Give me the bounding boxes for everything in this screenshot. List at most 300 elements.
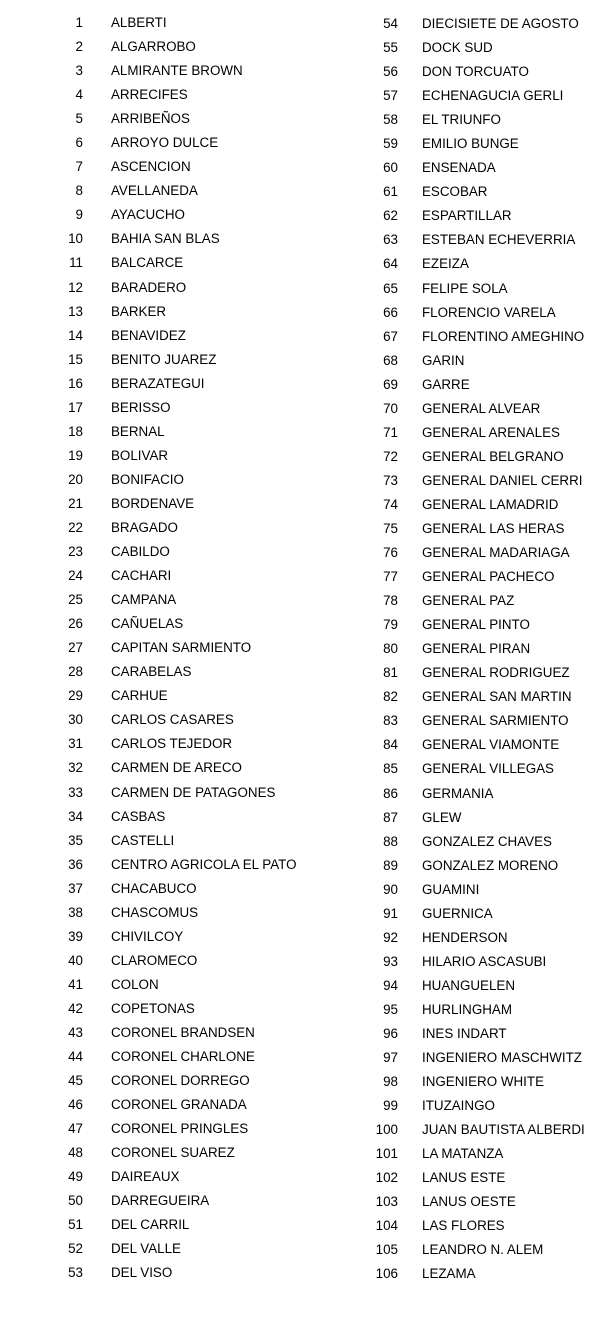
item-name: CARLOS TEJEDOR bbox=[111, 736, 233, 752]
item-number: 102 bbox=[375, 1170, 398, 1186]
list-item bbox=[0, 808, 300, 832]
item-number: 79 bbox=[383, 617, 398, 633]
item-number: 37 bbox=[68, 880, 83, 896]
list-item bbox=[0, 880, 300, 904]
item-number: 6 bbox=[75, 135, 83, 151]
list-item bbox=[0, 1072, 300, 1096]
item-number: 72 bbox=[383, 448, 398, 464]
right-column bbox=[300, 15, 603, 1289]
list-item bbox=[0, 543, 300, 567]
item-name: BARKER bbox=[111, 303, 167, 319]
item-name: BOLIVAR bbox=[111, 447, 169, 463]
list-item bbox=[300, 929, 603, 953]
item-number: 75 bbox=[383, 520, 398, 536]
item-number: 8 bbox=[75, 183, 83, 199]
list-item bbox=[300, 977, 603, 1001]
item-number: 25 bbox=[68, 592, 83, 608]
list-item bbox=[0, 591, 300, 615]
item-name: DON TORCUATO bbox=[422, 64, 529, 80]
item-number: 58 bbox=[383, 112, 398, 128]
list-item bbox=[0, 303, 300, 327]
item-number: 44 bbox=[68, 1049, 83, 1065]
item-number: 48 bbox=[68, 1145, 83, 1161]
item-name: BRAGADO bbox=[111, 519, 178, 535]
list-item bbox=[300, 448, 603, 472]
item-number: 11 bbox=[69, 255, 83, 271]
list-item bbox=[0, 639, 300, 663]
list-item bbox=[0, 182, 300, 206]
item-name: CORONEL BRANDSEN bbox=[111, 1024, 255, 1040]
item-name: GENERAL BELGRANO bbox=[422, 448, 564, 464]
list-item bbox=[0, 495, 300, 519]
item-name: GUERNICA bbox=[422, 905, 493, 921]
item-number: 83 bbox=[383, 713, 398, 729]
list-item bbox=[0, 62, 300, 86]
list-item bbox=[0, 158, 300, 182]
item-name: FELIPE SOLA bbox=[422, 280, 508, 296]
item-number: 27 bbox=[68, 640, 83, 656]
item-name: BERAZATEGUI bbox=[111, 375, 205, 391]
item-number: 1 bbox=[75, 15, 83, 30]
item-name: LAS FLORES bbox=[422, 1218, 505, 1234]
item-number: 2 bbox=[75, 39, 83, 55]
item-name: BENITO JUAREZ bbox=[111, 351, 217, 367]
item-number: 34 bbox=[68, 808, 83, 824]
list-item bbox=[0, 687, 300, 711]
list-item bbox=[0, 615, 300, 639]
item-name: GERMANIA bbox=[422, 785, 494, 801]
item-name: GENERAL VIAMONTE bbox=[422, 737, 560, 753]
item-number: 93 bbox=[383, 953, 398, 969]
item-number: 73 bbox=[383, 472, 398, 488]
list-item bbox=[0, 254, 300, 278]
item-number: 36 bbox=[68, 856, 83, 872]
item-name: ARRIBEÑOS bbox=[111, 111, 190, 127]
left-column bbox=[0, 14, 300, 1288]
item-name: CAMPANA bbox=[111, 592, 177, 608]
item-name: BALCARCE bbox=[111, 255, 184, 271]
item-number: 12 bbox=[68, 279, 83, 295]
item-number: 90 bbox=[383, 881, 398, 897]
item-name: DAIREAUX bbox=[111, 1169, 180, 1185]
item-number: 4 bbox=[75, 87, 83, 103]
list-item bbox=[300, 207, 603, 231]
item-number: 51 bbox=[68, 1217, 83, 1233]
item-number: 9 bbox=[75, 207, 83, 223]
list-item bbox=[300, 857, 603, 881]
item-name: CARMEN DE PATAGONES bbox=[111, 784, 276, 800]
item-number: 26 bbox=[68, 616, 83, 632]
item-name: CASBAS bbox=[111, 808, 166, 824]
item-number: 35 bbox=[68, 832, 83, 848]
list-item bbox=[300, 496, 603, 520]
item-name: GONZALEZ CHAVES bbox=[422, 833, 552, 849]
item-name: CABILDO bbox=[111, 544, 170, 560]
list-item bbox=[0, 447, 300, 471]
item-name: CORONEL GRANADA bbox=[111, 1097, 247, 1113]
list-item bbox=[0, 1000, 300, 1024]
item-name: CORONEL SUAREZ bbox=[111, 1145, 235, 1161]
item-number: 98 bbox=[383, 1074, 398, 1090]
list-item bbox=[0, 375, 300, 399]
item-number: 56 bbox=[383, 64, 398, 80]
list-item bbox=[300, 87, 603, 111]
list-item bbox=[300, 568, 603, 592]
list-item bbox=[300, 881, 603, 905]
item-name: GENERAL ALVEAR bbox=[422, 400, 541, 416]
item-name: GENERAL SARMIENTO bbox=[422, 713, 569, 729]
item-number: 94 bbox=[383, 977, 398, 993]
item-number: 30 bbox=[68, 712, 83, 728]
item-number: 46 bbox=[68, 1097, 83, 1113]
item-name: JUAN BAUTISTA ALBERDI bbox=[422, 1122, 585, 1138]
item-name: HUANGUELEN bbox=[422, 977, 516, 993]
list-item bbox=[300, 472, 603, 496]
item-number: 63 bbox=[383, 232, 398, 248]
item-number: 95 bbox=[383, 1001, 398, 1017]
item-number: 23 bbox=[68, 544, 83, 560]
item-name: ALGARROBO bbox=[111, 39, 196, 55]
item-name: ALBERTI bbox=[111, 15, 167, 30]
item-number: 55 bbox=[383, 40, 398, 56]
list-item bbox=[0, 1240, 300, 1264]
item-number: 106 bbox=[375, 1266, 398, 1282]
item-name: INGENIERO MASCHWITZ bbox=[422, 1050, 582, 1066]
list-item bbox=[300, 304, 603, 328]
item-number: 39 bbox=[68, 928, 83, 944]
item-number: 62 bbox=[383, 208, 398, 224]
item-number: 13 bbox=[68, 303, 83, 319]
item-name: CENTRO AGRICOLA EL PATO bbox=[111, 856, 297, 872]
list-item bbox=[300, 39, 603, 63]
item-name: BAHIA SAN BLAS bbox=[111, 231, 220, 247]
list-item bbox=[0, 1144, 300, 1168]
list-item bbox=[0, 567, 300, 591]
list-item bbox=[0, 134, 300, 158]
item-name: GENERAL LAS HERAS bbox=[422, 520, 565, 536]
list-item bbox=[300, 1121, 603, 1145]
item-name: ESTEBAN ECHEVERRIA bbox=[422, 232, 576, 248]
item-name: LANUS ESTE bbox=[422, 1170, 506, 1186]
item-name: CHACABUCO bbox=[111, 880, 197, 896]
list-item bbox=[300, 111, 603, 135]
item-name: GUAMINI bbox=[422, 881, 480, 897]
item-number: 69 bbox=[383, 376, 398, 392]
list-item bbox=[300, 905, 603, 929]
item-number: 74 bbox=[383, 496, 398, 512]
list-item bbox=[0, 952, 300, 976]
item-number: 47 bbox=[68, 1121, 83, 1137]
item-name: ASCENCION bbox=[111, 159, 191, 175]
item-name: BORDENAVE bbox=[111, 495, 195, 511]
list-item bbox=[0, 1168, 300, 1192]
item-number: 57 bbox=[383, 88, 398, 104]
item-name: GARRE bbox=[422, 376, 470, 392]
item-name: HURLINGHAM bbox=[422, 1001, 513, 1017]
item-name: HENDERSON bbox=[422, 929, 508, 945]
list-item bbox=[0, 519, 300, 543]
item-name: GONZALEZ MORENO bbox=[422, 857, 559, 873]
item-name: LANUS OESTE bbox=[422, 1194, 516, 1210]
item-name: CARLOS CASARES bbox=[111, 712, 234, 728]
item-name: GLEW bbox=[422, 809, 462, 825]
item-name: LEZAMA bbox=[422, 1266, 476, 1282]
item-number: 71 bbox=[383, 424, 398, 440]
item-number: 10 bbox=[68, 231, 83, 247]
list-item bbox=[0, 1048, 300, 1072]
item-number: 21 bbox=[68, 495, 83, 511]
item-number: 22 bbox=[68, 519, 83, 535]
item-number: 104 bbox=[375, 1218, 398, 1234]
item-name: CHASCOMUS bbox=[111, 904, 199, 920]
item-name: ITUZAINGO bbox=[422, 1098, 495, 1114]
list-item bbox=[300, 760, 603, 784]
list-item bbox=[300, 712, 603, 736]
item-name: CORONEL CHARLONE bbox=[111, 1049, 255, 1065]
item-name: BARADERO bbox=[111, 279, 187, 295]
list-item bbox=[0, 856, 300, 880]
list-item bbox=[300, 231, 603, 255]
list-item bbox=[300, 424, 603, 448]
item-name: ECHENAGUCIA GERLI bbox=[422, 88, 564, 104]
list-item bbox=[300, 616, 603, 640]
item-name: CACHARI bbox=[111, 568, 172, 584]
item-name: GENERAL MADARIAGA bbox=[422, 545, 570, 561]
list-item bbox=[300, 1073, 603, 1097]
item-number: 38 bbox=[68, 904, 83, 920]
item-number: 77 bbox=[383, 569, 398, 585]
item-number: 66 bbox=[383, 304, 398, 320]
item-name: GENERAL PACHECO bbox=[422, 569, 555, 585]
list-item bbox=[300, 833, 603, 857]
list-item bbox=[0, 110, 300, 134]
list-item bbox=[300, 664, 603, 688]
item-name: ARRECIFES bbox=[111, 87, 188, 103]
list-item bbox=[0, 14, 300, 38]
list-item bbox=[0, 1264, 300, 1288]
item-name: GENERAL PAZ bbox=[422, 593, 515, 609]
item-number: 82 bbox=[383, 689, 398, 705]
item-number: 65 bbox=[383, 280, 398, 296]
item-number: 17 bbox=[68, 399, 83, 415]
item-number: 85 bbox=[383, 761, 398, 777]
item-name: FLORENTINO AMEGHINO bbox=[422, 328, 585, 344]
item-number: 20 bbox=[68, 471, 83, 487]
list-item bbox=[300, 1217, 603, 1241]
list-item bbox=[300, 1025, 603, 1049]
list-item bbox=[300, 400, 603, 424]
list-item bbox=[300, 544, 603, 568]
list-item bbox=[0, 928, 300, 952]
list-item bbox=[0, 351, 300, 375]
item-name: ESCOBAR bbox=[422, 184, 488, 200]
list-item bbox=[300, 183, 603, 207]
list-item bbox=[300, 736, 603, 760]
item-name: LA MATANZA bbox=[422, 1146, 504, 1162]
item-number: 52 bbox=[68, 1241, 83, 1257]
item-name: CORONEL DORREGO bbox=[111, 1073, 250, 1089]
item-number: 31 bbox=[68, 736, 83, 752]
list-item bbox=[300, 63, 603, 87]
item-name: CARHUE bbox=[111, 688, 168, 704]
item-number: 96 bbox=[383, 1025, 398, 1041]
item-name: AYACUCHO bbox=[111, 207, 185, 223]
list-item bbox=[300, 688, 603, 712]
item-number: 14 bbox=[68, 327, 83, 343]
item-number: 24 bbox=[68, 568, 83, 584]
list-item bbox=[300, 520, 603, 544]
list-item bbox=[0, 206, 300, 230]
list-item bbox=[0, 1216, 300, 1240]
list-item bbox=[300, 1001, 603, 1025]
list-item bbox=[300, 1169, 603, 1193]
list-item bbox=[300, 1241, 603, 1265]
item-number: 7 bbox=[75, 159, 83, 175]
list-item bbox=[0, 904, 300, 928]
item-number: 3 bbox=[75, 63, 83, 79]
item-number: 64 bbox=[383, 256, 398, 272]
item-name: LEANDRO N. ALEM bbox=[422, 1242, 544, 1258]
item-name: ALMIRANTE BROWN bbox=[111, 63, 243, 79]
item-name: DARREGUEIRA bbox=[111, 1193, 210, 1209]
list-item bbox=[0, 759, 300, 783]
item-number: 78 bbox=[383, 593, 398, 609]
item-name: CASTELLI bbox=[111, 832, 175, 848]
item-number: 81 bbox=[383, 665, 398, 681]
item-number: 103 bbox=[375, 1194, 398, 1210]
list-item bbox=[0, 735, 300, 759]
item-number: 76 bbox=[383, 545, 398, 561]
item-number: 33 bbox=[68, 784, 83, 800]
item-number: 18 bbox=[68, 423, 83, 439]
list-item bbox=[0, 832, 300, 856]
item-name: EMILIO BUNGE bbox=[422, 136, 519, 152]
item-number: 68 bbox=[383, 352, 398, 368]
item-number: 53 bbox=[68, 1265, 83, 1281]
item-name: DEL VALLE bbox=[111, 1241, 181, 1257]
item-name: GENERAL VILLEGAS bbox=[422, 761, 554, 777]
item-number: 101 bbox=[375, 1146, 398, 1162]
item-number: 91 bbox=[383, 905, 398, 921]
item-name: CAÑUELAS bbox=[111, 616, 184, 632]
item-number: 54 bbox=[383, 16, 398, 31]
item-name: CAPITAN SARMIENTO bbox=[111, 640, 252, 656]
item-name: DEL VISO bbox=[111, 1265, 173, 1281]
item-number: 67 bbox=[383, 328, 398, 344]
item-name: GENERAL PIRAN bbox=[422, 641, 531, 657]
item-number: 19 bbox=[68, 447, 83, 463]
item-name: FLORENCIO VARELA bbox=[422, 304, 556, 320]
item-name: CHIVILCOY bbox=[111, 928, 184, 944]
list-item bbox=[300, 809, 603, 833]
list-item bbox=[300, 1049, 603, 1073]
item-name: CLAROMECO bbox=[111, 952, 198, 968]
item-number: 92 bbox=[383, 929, 398, 945]
item-number: 29 bbox=[68, 688, 83, 704]
list-item bbox=[0, 423, 300, 447]
list-item bbox=[300, 785, 603, 809]
item-number: 43 bbox=[68, 1024, 83, 1040]
item-number: 40 bbox=[68, 952, 83, 968]
item-name: ARROYO DULCE bbox=[111, 135, 219, 151]
list-item bbox=[300, 1097, 603, 1121]
item-number: 50 bbox=[68, 1193, 83, 1209]
item-name: CARMEN DE ARECO bbox=[111, 760, 242, 776]
item-number: 89 bbox=[383, 857, 398, 873]
item-name: DEL CARRIL bbox=[111, 1217, 190, 1233]
item-number: 41 bbox=[68, 976, 83, 992]
item-name: COPETONAS bbox=[111, 1000, 195, 1016]
item-name: GENERAL ARENALES bbox=[422, 424, 560, 440]
list-item bbox=[0, 471, 300, 495]
item-name: EZEIZA bbox=[422, 256, 469, 272]
item-number: 5 bbox=[75, 111, 83, 127]
list-item bbox=[300, 592, 603, 616]
item-number: 32 bbox=[68, 760, 83, 776]
item-number: 88 bbox=[383, 833, 398, 849]
list-item bbox=[0, 38, 300, 62]
item-name: BERNAL bbox=[111, 423, 165, 439]
list-item bbox=[0, 230, 300, 254]
item-name: BERISSO bbox=[111, 399, 171, 415]
list-item bbox=[300, 328, 603, 352]
item-name: GARIN bbox=[422, 352, 465, 368]
list-item bbox=[0, 1024, 300, 1048]
item-name: GENERAL RODRIGUEZ bbox=[422, 665, 570, 681]
item-number: 97 bbox=[383, 1050, 398, 1066]
list-item bbox=[300, 953, 603, 977]
item-number: 16 bbox=[68, 375, 83, 391]
item-name: AVELLANEDA bbox=[111, 183, 198, 199]
list-item bbox=[0, 1096, 300, 1120]
item-name: GENERAL DANIEL CERRI bbox=[422, 472, 583, 488]
item-name: BONIFACIO bbox=[111, 471, 184, 487]
item-name: GENERAL PINTO bbox=[422, 617, 530, 633]
list-item bbox=[0, 399, 300, 423]
item-number: 86 bbox=[383, 785, 398, 801]
list-item bbox=[300, 15, 603, 39]
item-name: DOCK SUD bbox=[422, 40, 493, 56]
item-number: 80 bbox=[383, 641, 398, 657]
list-item bbox=[0, 86, 300, 110]
list-item bbox=[300, 1145, 603, 1169]
list-item bbox=[300, 255, 603, 279]
list-item bbox=[300, 1193, 603, 1217]
list-item bbox=[0, 327, 300, 351]
list-item bbox=[300, 135, 603, 159]
item-number: 84 bbox=[383, 737, 398, 753]
list-item bbox=[300, 352, 603, 376]
list-item bbox=[0, 784, 300, 808]
item-number: 59 bbox=[383, 136, 398, 152]
list-item bbox=[300, 280, 603, 304]
item-name: ESPARTILLAR bbox=[422, 208, 512, 224]
item-name: INES INDART bbox=[422, 1025, 507, 1041]
item-name: CARABELAS bbox=[111, 664, 192, 680]
item-name: EL TRIUNFO bbox=[422, 112, 501, 128]
item-name: DIECISIETE DE AGOSTO bbox=[422, 16, 579, 31]
list-item bbox=[300, 159, 603, 183]
item-name: BENAVIDEZ bbox=[111, 327, 186, 343]
item-number: 15 bbox=[68, 351, 83, 367]
item-number: 45 bbox=[68, 1073, 83, 1089]
item-name: INGENIERO WHITE bbox=[422, 1074, 545, 1090]
list-item bbox=[0, 279, 300, 303]
item-number: 105 bbox=[375, 1242, 398, 1258]
item-number: 100 bbox=[375, 1122, 398, 1138]
item-number: 87 bbox=[383, 809, 398, 825]
item-name: GENERAL SAN MARTIN bbox=[422, 689, 572, 705]
